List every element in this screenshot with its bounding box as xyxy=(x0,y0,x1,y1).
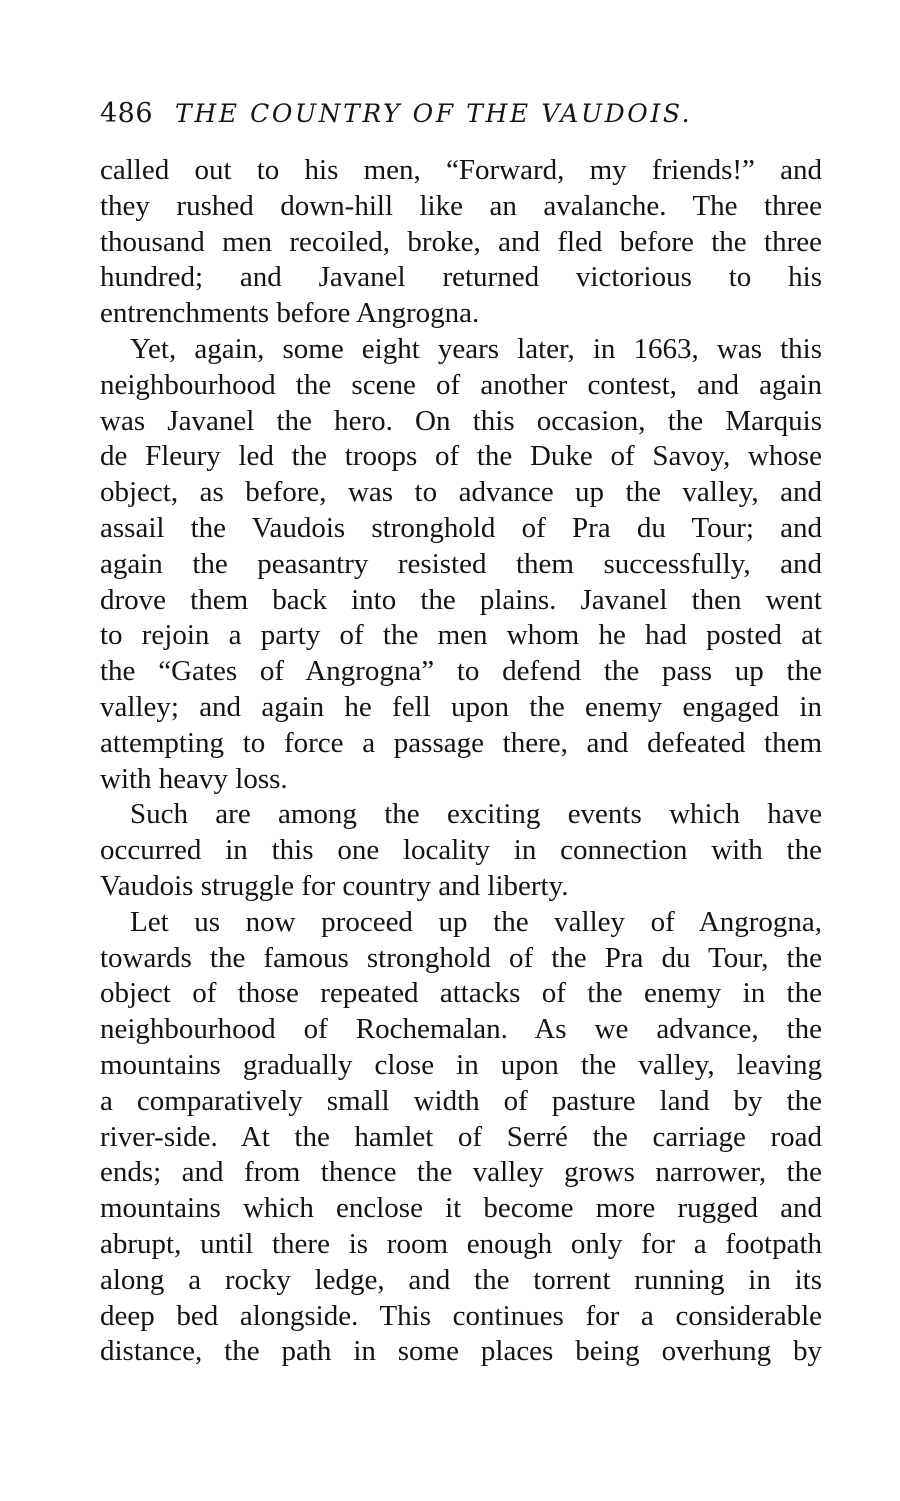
text-line: distance, the path in some places being overhung by xyxy=(100,1335,822,1368)
text-line: entrenchments before Angrogna. xyxy=(100,297,480,330)
text-line: along a rocky ledge, and the torrent running in its xyxy=(100,1263,822,1296)
text-line: mountains gradually close in upon the valley, leaving xyxy=(100,1048,822,1081)
text-line: assail the Vaudois stronghold of Pra du Tour; and xyxy=(100,511,822,544)
text-line: neighbourhood of Rochemalan. As we advance, the xyxy=(100,1013,822,1046)
text-line: valley; and again he fell upon the enemy engaged in xyxy=(100,690,822,723)
text-line: Let us now proceed up the valley of Angrogna, xyxy=(130,905,822,938)
text-line: attempting to force a passage there, and defeated them xyxy=(100,726,822,759)
text-line: again the peasantry resisted them successfully, and xyxy=(100,547,822,580)
text-line: neighbourhood the scene of another contest, and again xyxy=(100,368,822,401)
text-line: Yet, again, some eight years later, in 1663, was this xyxy=(130,332,822,365)
text-line: Such are among the exciting events which have xyxy=(130,798,822,831)
text-line: object, as before, was to advance up the valley, and xyxy=(100,476,822,509)
text-line: thousand men recoiled, broke, and fled before the three xyxy=(100,225,822,258)
text-line: drove them back into the plains. Javanel then went xyxy=(100,583,822,616)
text-line: towards the famous stronghold of the Pra du Tour, the xyxy=(100,941,822,974)
running-head xyxy=(100,98,820,134)
text-line: ends; and from thence the valley grows narrower, the xyxy=(100,1156,822,1189)
text-line: they rushed down-hill like an avalanche. The three xyxy=(100,189,822,222)
text-line: a comparatively small width of pasture land by the xyxy=(100,1084,822,1117)
text-line: mountains which enclose it become more rugged and xyxy=(100,1192,822,1225)
page-number: 486 xyxy=(100,98,154,129)
text-line: was Javanel the hero. On this occasion, the Marquis xyxy=(100,404,822,437)
text-line: occurred in this one locality in connection with the xyxy=(100,834,822,867)
text-line: hundred; and Javanel returned victorious to his xyxy=(100,261,822,294)
text-line: to rejoin a party of the men whom he had posted at xyxy=(100,619,822,652)
running-title: THE COUNTRY OF THE VAUDOIS. xyxy=(175,99,693,128)
text-line: deep bed alongside. This continues for a considerable xyxy=(100,1299,822,1332)
text-line: called out to his men, “Forward, my friends!” and xyxy=(100,154,822,186)
paragraph-3 xyxy=(100,797,822,904)
text-line: abrupt, until there is room enough only for a footpath xyxy=(100,1227,822,1260)
text-line: Vaudois struggle for country and liberty. xyxy=(100,869,569,902)
paragraph-1 xyxy=(100,153,822,332)
text-line: the “Gates of Angrogna” to defend the pass up the xyxy=(100,655,822,688)
text-line: object of those repeated attacks of the enemy in the xyxy=(100,977,822,1010)
body-text xyxy=(100,153,822,1370)
paragraph-4 xyxy=(100,905,822,1370)
text-line: with heavy loss. xyxy=(100,762,288,795)
paragraph-2 xyxy=(100,332,822,797)
text-line: de Fleury led the troops of the Duke of Savoy, whose xyxy=(100,440,822,473)
text-line: river-side. At the hamlet of Serré the carriage road xyxy=(100,1120,822,1153)
